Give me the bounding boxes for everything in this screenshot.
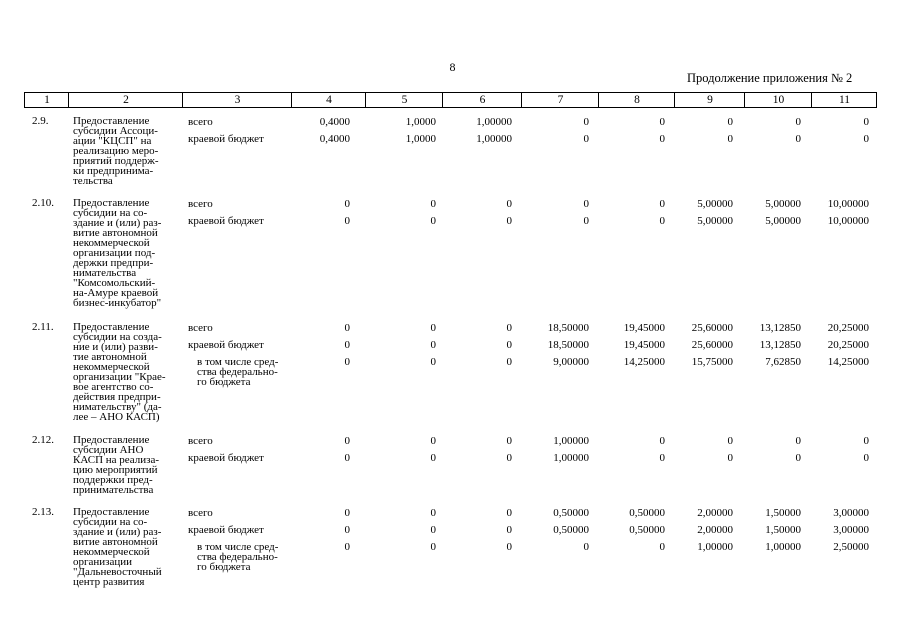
cell-value-col-6: 0 (506, 356, 512, 368)
header-cell-10: 10 (772, 94, 785, 106)
cell-value-col-5: 0 (430, 215, 436, 227)
label-line: ства федерально- (197, 366, 278, 378)
cell-value-col-9: 0 (727, 116, 733, 128)
label-line: всего (188, 435, 213, 447)
cell-value-col-6: 0 (506, 339, 512, 351)
continuation-title: Продолжение приложения № 2 (687, 71, 853, 85)
cell-value-col-4: 0 (344, 356, 350, 368)
description-line: центр развития (73, 576, 145, 588)
cell-value-col-9: 0 (727, 435, 733, 447)
description-line: ние и (или) разви- (73, 341, 158, 353)
description-line: приятий поддерж- (73, 155, 159, 167)
description-line: реализацию меро- (73, 145, 159, 157)
header-divider (674, 93, 675, 107)
cell-value-col-4: 0 (344, 198, 350, 210)
cell-value-col-7: 18,50000 (547, 339, 589, 351)
cell-value-col-4: 0 (344, 435, 350, 447)
cell-value-col-11: 3,00000 (833, 507, 869, 519)
cell-value-col-11: 0 (863, 116, 869, 128)
cell-value-col-10: 13,12850 (759, 322, 801, 334)
description-line: держки предпри- (73, 257, 154, 269)
cell-value-col-9: 25,60000 (691, 339, 733, 351)
funding-source-label (197, 357, 278, 387)
cell-value-col-10: 13,12850 (759, 339, 801, 351)
cell-value-col-9: 0 (727, 452, 733, 464)
description-line: витие автономной (73, 227, 158, 239)
cell-value-col-7: 0 (583, 133, 589, 145)
funding-source-label (188, 134, 264, 144)
description-line: тие автономной (73, 351, 147, 363)
cell-value-col-8: 0 (659, 215, 665, 227)
cell-value-col-11: 20,25000 (827, 339, 869, 351)
description-line: нимательству" (да- (73, 401, 162, 413)
cell-value-col-4: 0 (344, 452, 350, 464)
row-description (73, 322, 183, 422)
funding-source-label (188, 525, 264, 535)
header-divider (598, 93, 599, 107)
cell-value-col-5: 1,0000 (405, 116, 436, 128)
label-line: краевой бюджет (188, 339, 264, 351)
header-cell-4: 4 (326, 94, 332, 106)
header-cell-5: 5 (401, 94, 408, 106)
funding-source-label (188, 117, 213, 127)
cell-value-col-11: 3,00000 (833, 524, 869, 536)
cell-value-col-11: 0 (863, 133, 869, 145)
cell-value-col-4: 0,4000 (319, 133, 350, 145)
description-line: ации "КЦСП" на (73, 135, 152, 147)
cell-value-col-7: 18,50000 (547, 322, 589, 334)
header-divider (365, 93, 366, 107)
cell-value-col-7: 0,50000 (553, 524, 589, 536)
cell-value-col-4: 0 (344, 215, 350, 227)
header-cell-1: 1 (44, 94, 50, 106)
label-line: краевой бюджет (188, 133, 264, 145)
row-id: 2.12. (32, 434, 54, 446)
header-cell-9: 9 (707, 94, 713, 106)
funding-source-label (188, 340, 264, 350)
description-line: субсидии АНО (73, 444, 144, 456)
description-line: принимательства (73, 484, 154, 496)
page-number: 8 (449, 60, 456, 74)
cell-value-col-4: 0 (344, 339, 350, 351)
cell-value-col-4: 0 (344, 541, 350, 553)
header-cell-7: 7 (557, 94, 564, 106)
cell-value-col-4: 0,4000 (319, 116, 350, 128)
description-line: Предоставление (73, 506, 150, 518)
description-line: организации "Крае- (73, 371, 166, 383)
header-divider (68, 93, 69, 107)
header-cell-6: 6 (479, 94, 486, 106)
header-divider (291, 93, 292, 107)
cell-value-col-10: 1,50000 (765, 507, 801, 519)
description-line: "Дальневосточный (73, 566, 162, 578)
label-line: краевой бюджет (188, 215, 264, 227)
cell-value-col-7: 0 (583, 541, 589, 553)
cell-value-col-5: 0 (430, 452, 436, 464)
cell-value-col-5: 0 (430, 541, 436, 553)
label-line: го бюджета (197, 376, 251, 388)
header-divider (442, 93, 443, 107)
cell-value-col-8: 0 (659, 133, 665, 145)
header-divider (744, 93, 745, 107)
description-line: организации (73, 556, 133, 568)
header-cell-2: 2 (123, 94, 129, 106)
funding-source-label (188, 216, 264, 226)
cell-value-col-8: 19,45000 (623, 339, 665, 351)
description-line: здание и (или) раз- (73, 526, 162, 538)
description-line: поддержки пред- (73, 474, 153, 486)
description-line: субсидии на со- (73, 516, 148, 528)
description-line: лее – АНО КАСП) (73, 411, 160, 423)
cell-value-col-8: 0 (659, 452, 665, 464)
row-description (73, 198, 183, 308)
cell-value-col-9: 2,00000 (697, 507, 733, 519)
cell-value-col-11: 20,25000 (827, 322, 869, 334)
description-line: КАСП на реализа- (73, 454, 160, 466)
row-description (73, 435, 183, 495)
cell-value-col-7: 0,50000 (553, 507, 589, 519)
cell-value-col-6: 1,00000 (476, 133, 512, 145)
description-line: витие автономной (73, 536, 158, 548)
description-line: некоммерческой (73, 546, 150, 558)
description-line: некоммерческой (73, 361, 150, 373)
description-line: некоммерческой (73, 237, 150, 249)
header-divider (521, 93, 522, 107)
cell-value-col-10: 5,00000 (765, 215, 801, 227)
cell-value-col-8: 0 (659, 541, 665, 553)
cell-value-col-6: 0 (506, 507, 512, 519)
row-id: 2.13. (32, 506, 54, 518)
cell-value-col-8: 0 (659, 198, 665, 210)
cell-value-col-7: 0 (583, 198, 589, 210)
funding-source-label (197, 542, 278, 572)
cell-value-col-11: 0 (863, 452, 869, 464)
funding-source-label (188, 323, 213, 333)
description-line: ки предпринима- (73, 165, 154, 177)
cell-value-col-10: 0 (795, 452, 801, 464)
label-line: всего (188, 322, 213, 334)
cell-value-col-7: 0 (583, 215, 589, 227)
cell-value-col-6: 0 (506, 198, 512, 210)
description-line: на-Амуре краевой (73, 287, 159, 299)
label-line: краевой бюджет (188, 524, 264, 536)
funding-source-label (188, 453, 264, 463)
cell-value-col-4: 0 (344, 322, 350, 334)
description-line: действия предпри- (73, 391, 161, 403)
cell-value-col-10: 1,00000 (765, 541, 801, 553)
description-line: нимательства (73, 267, 137, 279)
cell-value-col-6: 0 (506, 524, 512, 536)
cell-value-col-7: 1,00000 (553, 435, 589, 447)
header-cell-3: 3 (234, 94, 241, 106)
cell-value-col-5: 0 (430, 524, 436, 536)
label-line: всего (188, 198, 213, 210)
cell-value-col-9: 25,60000 (691, 322, 733, 334)
header-cell-11: 11 (838, 94, 851, 106)
description-line: Предоставление (73, 434, 150, 446)
cell-value-col-5: 0 (430, 322, 436, 334)
cell-value-col-10: 0 (795, 435, 801, 447)
cell-value-col-10: 1,50000 (765, 524, 801, 536)
funding-source-label (188, 199, 213, 209)
cell-value-col-10: 7,62850 (765, 356, 801, 368)
label-line: ства федерально- (197, 551, 278, 563)
cell-value-col-5: 1,0000 (405, 133, 436, 145)
cell-value-col-11: 10,00000 (827, 198, 869, 210)
cell-value-col-4: 0 (344, 507, 350, 519)
description-line: цию мероприятий (73, 464, 158, 476)
row-description (73, 116, 183, 186)
description-line: субсидии на со- (73, 207, 148, 219)
row-id: 2.10. (32, 197, 54, 209)
cell-value-col-9: 1,00000 (697, 541, 733, 553)
cell-value-col-8: 0,50000 (629, 524, 665, 536)
row-id: 2.9. (32, 115, 49, 127)
cell-value-col-10: 0 (795, 133, 801, 145)
cell-value-col-5: 0 (430, 339, 436, 351)
description-line: Предоставление (73, 197, 150, 209)
description-line: Предоставление (73, 321, 150, 333)
row-id: 2.11. (32, 321, 54, 333)
cell-value-col-9: 15,75000 (691, 356, 733, 368)
label-line: всего (188, 116, 213, 128)
cell-value-col-5: 0 (430, 198, 436, 210)
cell-value-col-6: 0 (506, 435, 512, 447)
cell-value-col-7: 1,00000 (553, 452, 589, 464)
funding-source-label (188, 436, 213, 446)
cell-value-col-9: 2,00000 (697, 524, 733, 536)
description-line: Предоставление (73, 115, 150, 127)
cell-value-col-11: 14,25000 (827, 356, 869, 368)
cell-value-col-6: 0 (506, 215, 512, 227)
description-line: тельства (73, 175, 113, 187)
cell-value-col-6: 1,00000 (476, 116, 512, 128)
cell-value-col-8: 0 (659, 116, 665, 128)
cell-value-col-11: 10,00000 (827, 215, 869, 227)
cell-value-col-6: 0 (506, 541, 512, 553)
row-description (73, 507, 183, 587)
cell-value-col-9: 0 (727, 133, 733, 145)
header-divider (182, 93, 183, 107)
cell-value-col-6: 0 (506, 452, 512, 464)
cell-value-col-5: 0 (430, 356, 436, 368)
cell-value-col-10: 5,00000 (765, 198, 801, 210)
label-line: в том числе сред- (197, 541, 279, 553)
description-line: субсидии Ассоци- (73, 125, 158, 137)
cell-value-col-7: 0 (583, 116, 589, 128)
cell-value-col-10: 0 (795, 116, 801, 128)
description-line: здание и (или) раз- (73, 217, 162, 229)
description-line: организации под- (73, 247, 156, 259)
cell-value-col-5: 0 (430, 507, 436, 519)
cell-value-col-11: 2,50000 (833, 541, 869, 553)
description-line: "Комсомольский- (73, 277, 156, 289)
cell-value-col-9: 5,00000 (697, 198, 733, 210)
cell-value-col-11: 0 (863, 435, 869, 447)
label-line: го бюджета (197, 561, 251, 573)
label-line: всего (188, 507, 213, 519)
cell-value-col-9: 5,00000 (697, 215, 733, 227)
table-header (24, 92, 877, 108)
cell-value-col-8: 0 (659, 435, 665, 447)
cell-value-col-5: 0 (430, 435, 436, 447)
cell-value-col-4: 0 (344, 524, 350, 536)
cell-value-col-6: 0 (506, 322, 512, 334)
header-divider (811, 93, 812, 107)
funding-source-label (188, 508, 213, 518)
label-line: в том числе сред- (197, 356, 279, 368)
cell-value-col-8: 14,25000 (623, 356, 665, 368)
header-cell-8: 8 (634, 94, 640, 106)
cell-value-col-8: 19,45000 (623, 322, 665, 334)
cell-value-col-7: 9,00000 (553, 356, 589, 368)
description-line: вое агентство со- (73, 381, 154, 393)
cell-value-col-8: 0,50000 (629, 507, 665, 519)
label-line: краевой бюджет (188, 452, 264, 464)
description-line: бизнес-инкубатор" (73, 297, 162, 309)
description-line: субсидии на созда- (73, 331, 162, 343)
